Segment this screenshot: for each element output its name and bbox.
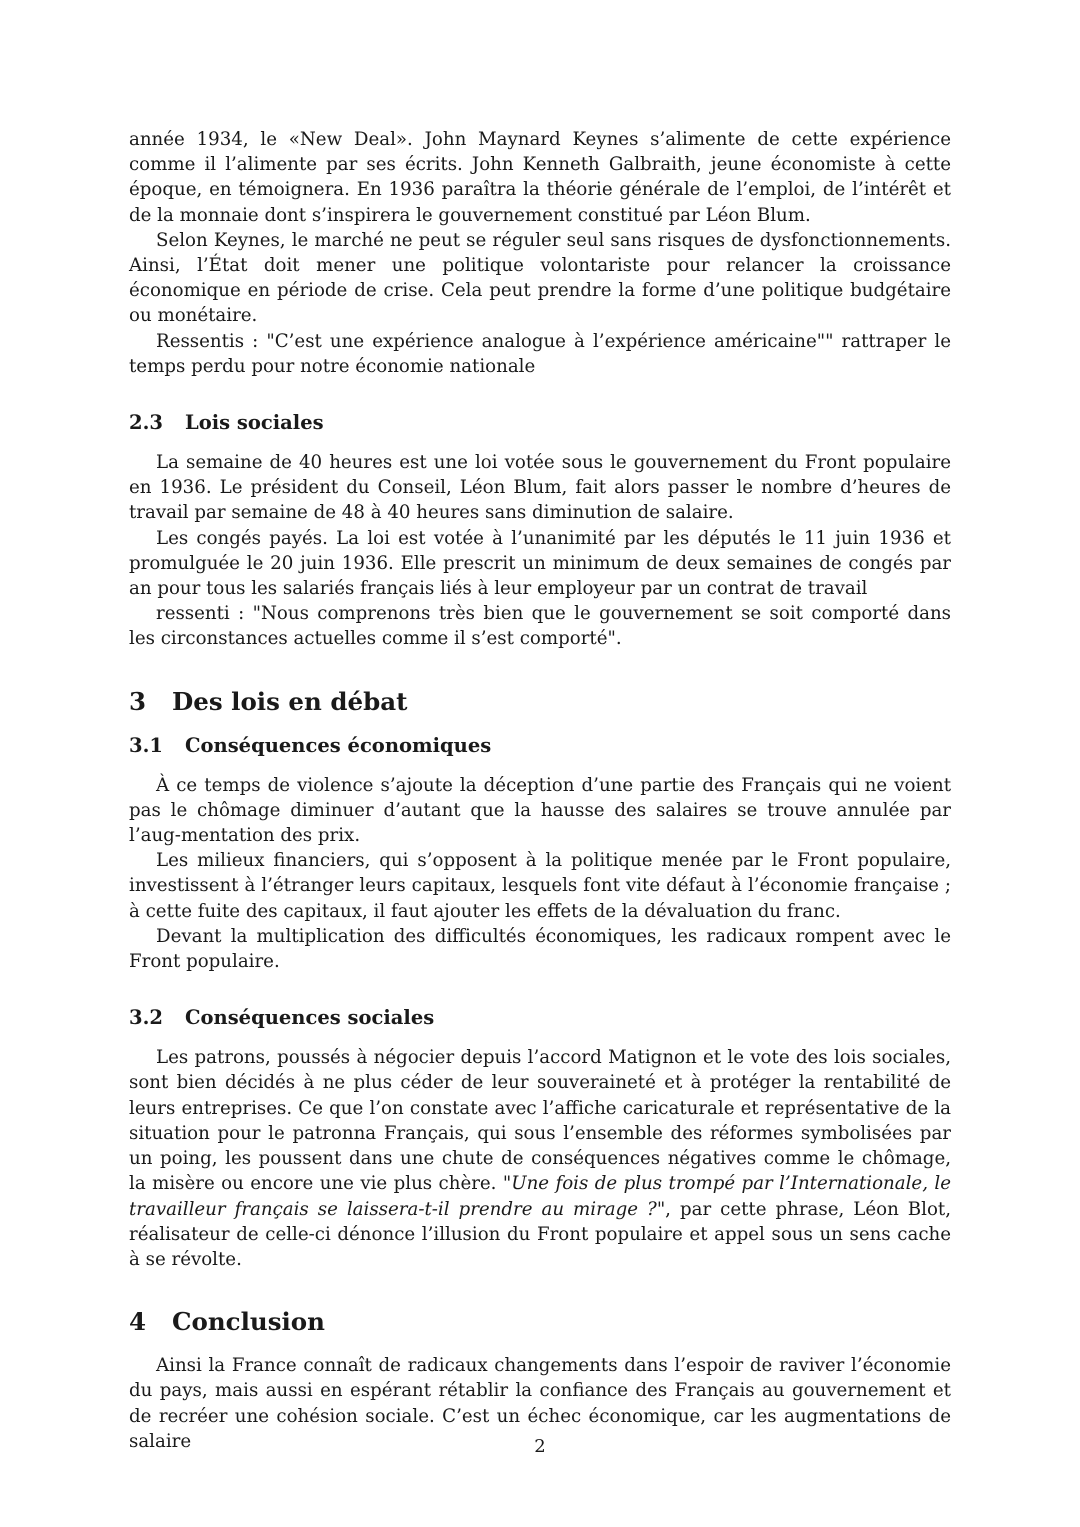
subsection-number: 2.3 xyxy=(129,411,163,435)
subsection-heading-3-1 xyxy=(129,733,951,759)
page-number: 2 xyxy=(534,1436,546,1457)
subsection-title: Lois sociales xyxy=(185,411,324,435)
section-title: Conclusion xyxy=(172,1307,325,1337)
subsection-heading-2-3 xyxy=(129,410,951,436)
paragraph-patrons-before: Les patrons, poussés à négocier depuis l’accord Matignon et le vote des lois sociales, sont bien décidés à ne plus céder de leur souveraineté et à protéger la rentabilité de leurs entreprises. Ce que l’on constate avec l’affiche caricaturale et représentative de la situation pour le patronna Français, qui sous l’ensemble des réformes symbolisées par un poing, les poussent dans une chute de conséquences négatives comme le chômage, la misère ou encore une vie plus chère. " xyxy=(129,1047,951,1195)
paragraph-semaine-40h: La semaine de 40 heures est une loi votée sous le gouvernement du Front populaire en 1936. Le président du Conseil, Léon Blum, fait alors passer le nombre d’heures de travail par semaine de 48 à 40 heures sans diminution de salaire. xyxy=(129,452,951,524)
quote-affiche: Une fois de plus trompé par l’Internationale, le travailleur français se laissera-t-il prendre au mirage ? xyxy=(129,1173,951,1220)
document-page xyxy=(129,124,951,1454)
paragraph-conges-payes: Les congés payés. La loi est votée à l’unanimité par les députés le 11 juin 1936 et promulguée le 20 juin 1936. Elle prescrit un minimum de deux semaines de congés par an pour tous les salariés français liés à leur employeur par un contrat de travail xyxy=(129,527,951,600)
paragraph-ressentis-1: Ressentis : "C’est une expérience analogue à l’expérience américaine"" rattraper le temps perdu pour notre économie nationale xyxy=(129,330,951,377)
paragraph-keynes-theory: Selon Keynes, le marché ne peut se réguler seul sans risques de dysfonctionnements. Ainsi, l’État doit mener une politique volontariste pour relancer la croissance économique en période de crise. Cela peut prendre la forme d’une politique budgétaire ou monétaire. xyxy=(129,229,951,327)
section-title: Des lois en débat xyxy=(172,686,408,716)
subsection-number: 3.1 xyxy=(129,733,163,757)
paragraph-patrons xyxy=(129,1045,951,1272)
subsection-title: Conséquences économiques xyxy=(185,733,492,757)
paragraph-milieux-financiers: Les milieux financiers, qui s’opposent à la politique menée par le Front populaire, investissent à l’étranger leurs capitaux, lesquels font vite défaut à l’économie française ; à cette fuite des capitaux, il faut ajouter les effets de la dévaluation du franc. xyxy=(129,850,951,922)
paragraph-conclusion: Ainsi la France connaît de radicaux changements dans l’espoir de raviver l’économie du pays, mais aussi en espérant rétablir la confiance des Français au gouvernement et de recréer une cohésion sociale. C’est un échec économique, car les augmentations de salaire xyxy=(129,1355,951,1452)
paragraph-ressenti-2: ressenti : "Nous comprenons très bien que le gouvernement se soit comporté dans les circonstances actuelles comme il s’est comporté". xyxy=(129,603,951,650)
section-heading-3 xyxy=(129,687,951,717)
paragraph-deception: À ce temps de violence s’ajoute la déception d’une partie des Français qui ne voient pas le chômage diminuer d’autant que la hausse des salaires se trouve annulée par l’aug-mentation des prix. xyxy=(129,774,951,847)
section-number: 4 xyxy=(129,1307,147,1337)
subsection-heading-3-2 xyxy=(129,1005,951,1031)
subsection-title: Conséquences sociales xyxy=(185,1006,435,1030)
section-number: 3 xyxy=(129,686,147,716)
paragraph-new-deal-keynes: année 1934, le «New Deal». John Maynard Keynes s’alimente de cette expérience comme il l’alimente par ses écrits. John Kenneth Galbraith, jeune économiste à cette époque, en témoignera. En 1936 paraîtra la théorie générale de l’emploi, de l’intérêt et de la monnaie dont s’inspirera le gouvernement constitué par Léon Blum. xyxy=(129,129,951,226)
paragraph-patrons-after: ", par cette phrase, Léon Blot, réalisateur de celle-ci dénonce l’illusion du Front populaire et appel sous un sens cache à se révolte. xyxy=(129,1198,952,1270)
paragraph-radicaux: Devant la multiplication des difficultés économiques, les radicaux rompent avec le Front populaire. xyxy=(129,925,951,973)
subsection-number: 3.2 xyxy=(129,1006,163,1030)
section-heading-4 xyxy=(129,1307,951,1337)
